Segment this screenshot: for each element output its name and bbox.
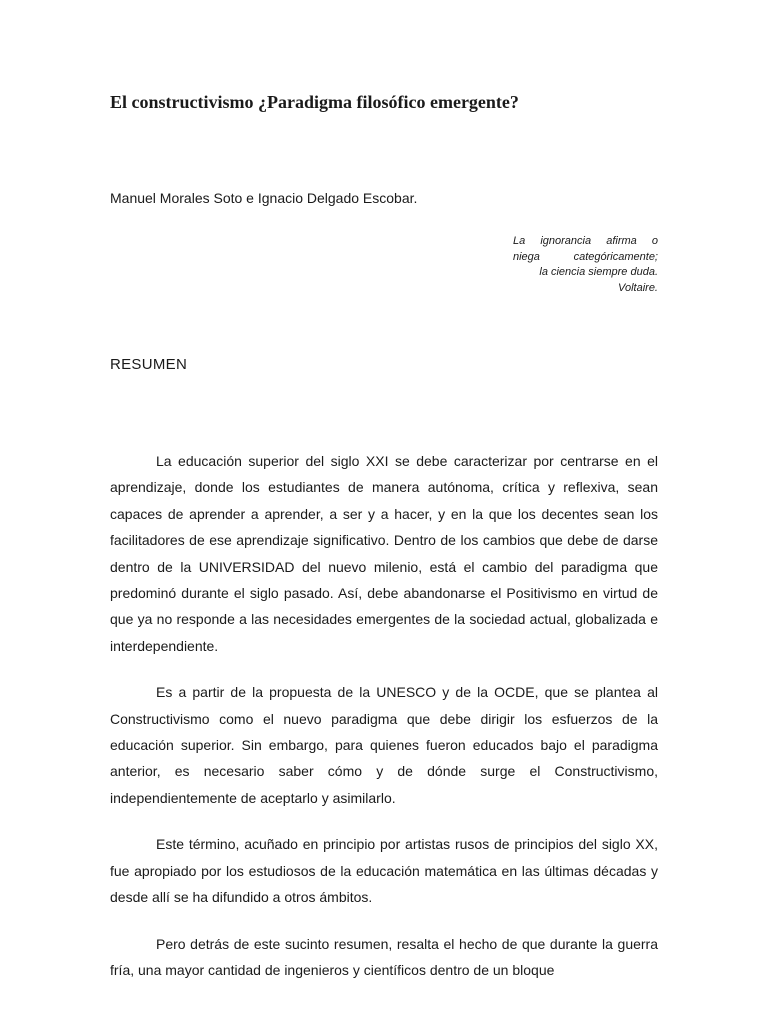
epigraph [513, 234, 658, 296]
epigraph-line: la ciencia siempre duda. [539, 266, 658, 278]
paragraph: La educación superior del siglo XXI se debe caracterizar por centrarse en el aprendizaje, donde los estudiantes de manera autónoma, crítica y reflexiva, sean capaces de aprender a aprender, a ser y a hacer, y en la que los decentes sean los facilitadores de ese aprendizaje significativo. Dentro de los cambios que debe de darse dentro de la UNIVERSIDAD del nuevo milenio, está el cambio del paradigma que predominó durante el siglo pasado. Así, debe abandonarse el Positivismo en virtud de que ya no responde a las necesidades emergentes de la sociedad actual, globalizada e interdependiente. [110, 453, 658, 654]
document-authors: Manuel Morales Soto e Ignacio Delgado Escobar. [110, 190, 418, 206]
epigraph-attribution: Voltaire. [618, 281, 658, 294]
paragraph: Es a partir de la propuesta de la UNESCO y de la OCDE, que se plantea al Constructivismo como el nuevo paradigma que debe dirigir los esfuerzos de la educación superior. Sin embargo, para quienes fueron educados bajo el paradigma anterior, es necesario saber cómo y de dónde surge el Constructivismo, independientemente de aceptarlo y asimilarlo. [110, 684, 658, 806]
paragraph: Este término, acuñado en principio por artistas rusos de principios del siglo XX, fue apropiado por los estudiosos de la educación matemática en las últimas décadas y desde allí se ha difundido a otros ámbitos. [110, 836, 658, 906]
paragraph: Pero detrás de este sucinto resumen, resalta el hecho de que durante la guerra fría, una mayor cantidad de ingenieros y científicos dentro de un bloque [110, 935, 658, 978]
section-heading-resumen: RESUMEN [110, 356, 188, 373]
epigraph-line: niega categóricamente; [513, 250, 658, 263]
document-title: El constructivismo ¿Paradigma filosófico emergente? [110, 92, 519, 112]
abstract-body [110, 448, 658, 983]
epigraph-line: La ignorancia afirma o [513, 235, 658, 247]
